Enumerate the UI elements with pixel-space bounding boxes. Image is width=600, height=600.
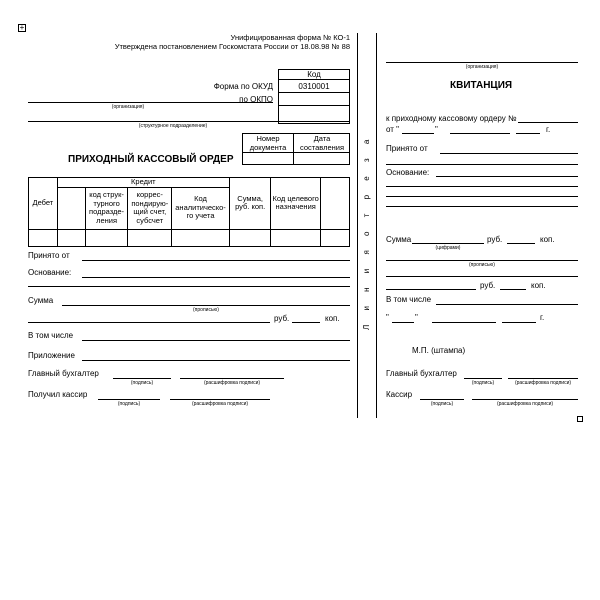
day-field[interactable] [402,133,434,134]
receipt-kop-label: коп. [540,235,555,244]
table-cell[interactable] [29,229,58,246]
summa-propisyu-caption: (прописью) [193,307,219,313]
receipt-date-quote-close: " [415,313,418,322]
approval-line: Утверждена постановлением Госкомстата России от 18.08.98 № 88 [114,42,350,51]
debet-header: Дебет [29,178,58,230]
year-field[interactable] [516,133,540,134]
prinyato-label: Принято от [28,251,70,260]
order-number-field[interactable] [518,122,578,123]
receipt-rub-label-2: руб. [480,281,496,290]
table-cell[interactable] [271,229,321,246]
resize-handle-icon[interactable] [577,416,583,422]
subdivision-caption: (структурное подразделение) [138,123,208,129]
organization-field[interactable] [28,102,273,103]
prinyato-field[interactable] [82,260,350,261]
rub-label: руб. [274,314,290,323]
receipt-osnovanie-label: Основание: [386,168,430,177]
receipt-glav-buh-name-field[interactable] [508,378,578,379]
receipt-summa-words-field[interactable] [386,260,578,261]
receipt-prinyato-label: Принято от [386,144,428,153]
receipt-summa-label: Сумма [386,235,412,244]
receipt-osnovanie-field-4[interactable] [386,206,578,207]
sum-header: Сумма, руб. коп. [229,178,270,230]
table-cell[interactable] [128,229,172,246]
okpo-label: по ОКПО [239,95,273,104]
v-tom-chisle-label: В том числе [28,331,74,340]
osnovanie-field-2[interactable] [28,286,350,287]
prilozhenie-field[interactable] [82,360,350,361]
receipt-date-quote-open: " [386,313,389,322]
glav-buh-sign-field[interactable] [113,378,171,379]
kredit-header: Кредит [57,178,229,188]
ot-label: от " [386,125,399,134]
osnovanie-label: Основание: [28,268,72,277]
move-handle-icon[interactable]: + [19,23,25,32]
receipt-prinyato-field-2[interactable] [386,164,578,165]
table-cell[interactable] [321,229,350,246]
kassir-name-field[interactable] [170,399,270,400]
receipt-rub-label: руб. [487,235,503,244]
receipt-kassir-sign-caption: (подпись) [430,401,454,407]
osnovanie-field[interactable] [82,277,350,278]
receipt-osnovanie-field-3[interactable] [386,196,578,197]
receipt-organization-field[interactable] [386,62,578,63]
doc-number-header: Номер документа [249,134,287,152]
receipt-date-year-field[interactable] [502,322,536,323]
subdiv-code-header: код струк- турного подразде- ления [85,187,128,229]
glav-buh-sign-caption: (подпись) [130,380,154,386]
receipt-v-tom-chisle-field[interactable] [436,304,578,305]
accounting-table [28,177,350,247]
okud-value[interactable]: 0310001 [298,82,330,91]
kassir-sign-caption: (подпись) [117,401,141,407]
cut-line-right [376,33,377,418]
kop-label: коп. [325,314,340,323]
table-cell[interactable] [57,229,85,246]
receipt-summa-words-field-2[interactable] [386,276,578,277]
k-orderu-label: к приходному кассовому ордеру № [386,114,517,123]
kop-field[interactable] [292,322,320,323]
kassir-label: Получил кассир [28,390,88,399]
receipt-kassir-label: Кассир [386,390,413,399]
receipt-date-month-field[interactable] [432,322,496,323]
receipt-summa-words-field-3[interactable] [386,289,476,290]
receipt-kassir-name-field[interactable] [472,399,578,400]
cut-line-label: Л и н и я о т р е з а [362,133,371,330]
analytic-code-header: Код аналитическо- го учета [172,187,230,229]
summa-label: Сумма [28,296,54,305]
receipt-date-day-field[interactable] [392,322,414,323]
receipt-glav-buh-label: Главный бухгалтер [386,369,457,378]
receipt-summa-digits-field[interactable] [412,243,484,244]
v-tom-chisle-field[interactable] [82,340,350,341]
receipt-date-g-label: г. [540,313,545,322]
doc-date-header: Дата составления [299,134,345,152]
receipt-prinyato-field[interactable] [440,153,578,154]
receipt-propisyu-caption: (прописью) [469,262,495,268]
organization-caption: (организация) [111,104,145,110]
subdivision-field[interactable] [28,121,350,122]
quote-mark: " [435,125,438,134]
receipt-organization-caption: (организация) [465,64,499,70]
receipt-glav-buh-sign-caption: (подпись) [471,380,495,386]
okud-label: Форма по ОКУД [213,82,273,91]
receipt-kassir-name-caption: (расшифровка подписи) [496,401,554,407]
prilozhenie-label: Приложение [28,351,75,360]
receipt-title: КВИТАНЦИЯ [450,80,513,91]
glav-buh-name-field[interactable] [180,378,284,379]
purpose-header: Код целевого назначения [271,178,321,230]
kassir-sign-field[interactable] [98,399,160,400]
table-cell[interactable] [229,229,270,246]
g-label: г. [546,125,551,134]
summa-field[interactable] [62,305,350,306]
stamp-label: М.П. (штампа) [412,346,466,355]
receipt-osnovanie-field[interactable] [436,176,578,177]
receipt-kop-label-2: коп. [531,281,546,290]
receipt-kop-field[interactable] [507,243,535,244]
glav-buh-name-caption: (расшифровка подписи) [203,380,261,386]
receipt-kassir-sign-field[interactable] [420,399,464,400]
receipt-ciframi-caption: (цифрами) [435,245,461,251]
summa-field-2[interactable] [28,322,270,323]
receipt-osnovanie-field-2[interactable] [386,186,578,187]
cut-line-left [357,33,358,418]
kod-label: Код [307,70,321,79]
month-field[interactable] [450,133,510,134]
glav-buh-label: Главный бухгалтер [28,369,99,378]
receipt-glav-buh-name-caption: (расшифровка подписи) [514,380,572,386]
receipt-glav-buh-sign-field[interactable] [464,378,502,379]
order-title: ПРИХОДНЫЙ КАССОВЫЙ ОРДЕР [68,154,234,165]
receipt-v-tom-chisle-label: В том числе [386,295,432,304]
kassir-name-caption: (расшифровка подписи) [191,401,249,407]
corr-account-header: коррес- пондирую- щий счет, субсчет [128,187,172,229]
receipt-kop-field-2[interactable] [500,289,526,290]
form-code-line: Унифицированная форма № КО-1 [230,33,350,42]
table-cell[interactable] [172,229,230,246]
table-cell[interactable] [85,229,128,246]
